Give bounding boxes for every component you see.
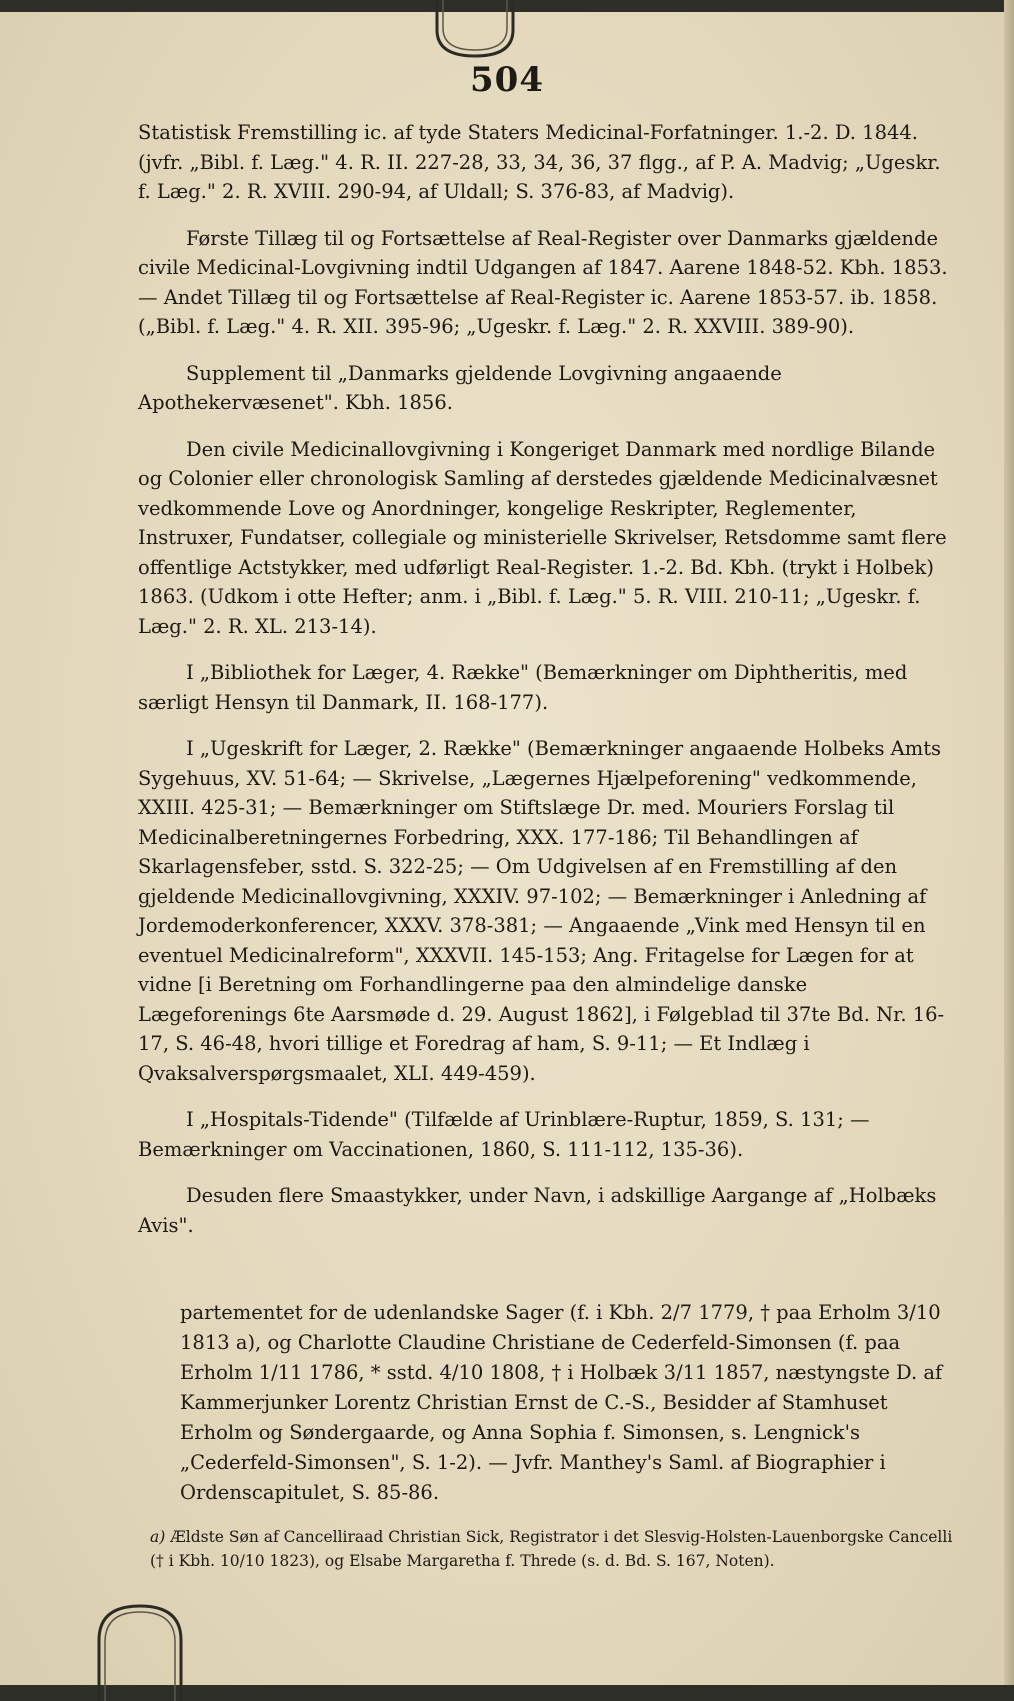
footnote-marker: a) — [150, 1528, 166, 1546]
scan-right-edge — [1004, 0, 1014, 1701]
binding-clip-top-icon — [425, 0, 525, 62]
continued-note-text: partementet for de udenlandske Sager (f. i Kbh. 2/7 1779, † paa Erholm 3/10 1813 a), og Charlotte Claudine Christiane de Cederfeld-Simonsen (f. paa Erholm 1/11 1786, * sstd. 4/10 1808, † i Holbæk 3/11 1857, næstyngste D. af Kammerjunker Lorentz Christian Ernst de C.-S., Besidder af Stamhuset Erholm og Søndergaarde, og Anna Sophia f. Simonsen, s. Lengnick's „Cederfeld-Simonsen", S. 1-2). — Jvfr. Manthey's Saml. af Biographier i Ordenscapitulet, S. 85-86. — [180, 1301, 943, 1504]
paragraph-medicinallovgivning: Den civile Medicinallovgivning i Kongeriget Danmark med nordlige Bilande og Colonier eller chronologisk Samling af derstedes gjældende Medicinalvæsnet vedkommende Love og Anordninger, kongelige Reskripter, Reglementer, Instruxer, Fundatser, collegiale og ministerielle Skrivelser, Retsdomme samt flere offentlige Actstykker, med udførligt Real-Register. 1.-2. Bd. Kbh. (trykt i Holbek) 1863. (Udkom i otte Hefter; anm. i „Bibl. f. Læg." 5. R. VIII. 210-11; „Ugeskr. f. Læg." 2. R. XL. 213-14). — [138, 437, 947, 638]
main-text — [138, 118, 954, 1257]
paragraph-tillaeg: Første Tillæg til og Fortsættelse af Real-Register over Danmarks gjældende civile Medicinal-Lovgivning indtil Udgangen af 1847. Aarene 1848-52. Kbh. 1853. — Andet Tillæg til og Fortsættelse af Real-Register ic. Aarene 1853-57. ib. 1858. („Bibl. f. Læg." 4. R. XII. 395-96; „Ugeskr. f. Læg." 2. R. XXVIII. 389-90). — [138, 226, 948, 338]
paragraph-bibliothek: I „Bibliothek for Læger, 4. Række" (Bemærkninger om Diphtheritis, med særligt Hensyn til Danmark, II. 168-177). — [138, 661, 908, 714]
paragraph-statistisk: Statistisk Fremstilling ic. af tyde Staters Medicinal-Forfatninger. 1.-2. D. 1844. (jvfr. „Bibl. f. Læg." 4. R. II. 227-28, 33, 34, 36, 37 flgg., af P. A. Madvig; „Ugeskr. f. Læg." 2. R. XVIII. 290-94, af Uldall; S. 376-83, af Madvig). — [138, 121, 941, 203]
page-number: 504 — [470, 60, 544, 100]
footnote-text: Ældste Søn af Cancelliraad Christian Sick, Registrator i det Slesvig-Holsten-Lauenborgske Cancelli († i Kbh. 10/10 1823), og Elsabe Margaretha f. Threde (s. d. Bd. S. 167, Noten). — [150, 1528, 953, 1570]
paragraph-hospitals-tidende: I „Hospitals-Tidende" (Tilfælde af Urinblære-Ruptur, 1859, S. 131; — Bemærkninger om Vaccinationen, 1860, S. 111-112, 135-36). — [138, 1108, 870, 1161]
paragraph-desuden: Desuden flere Smaastykker, under Navn, i adskillige Aargange af „Holbæks Avis". — [138, 1184, 937, 1237]
footnote — [150, 1525, 954, 1573]
paragraph-supplement: Supplement til „Danmarks gjeldende Lovgivning angaaende Apothekervæsenet". Kbh. 1856. — [138, 361, 782, 414]
paragraph-ugeskrift: I „Ugeskrift for Læger, 2. Række" (Bemærkninger angaaende Holbeks Amts Sygehuus, XV. 51-64; — Skrivelse, „Lægernes Hjælpeforening" vedkommende, XXIII. 425-31; — Bemærkninger om Stiftslæge Dr. med. Mouriers Forslag til Medicinalberetningernes Forbedring, XXX. 177-186; Til Behandlingen af Skarlagensfeber, sstd. S. 322-25; — Om Udgivelsen af en Fremstilling af den gjeldende Medicinallovgivning, XXXIV. 97-102; — Bemærkninger i Anledning af Jordemoderkonferencer, XXXV. 378-381; — Angaaende „Vink med Hensyn til en eventuel Medicinalreform", XXXVII. 145-153; Ang. Fritagelse for Lægen for at vidne [i Beretning om Forhandlingerne paa den almindelige danske Lægeforenings 6te Aarsmøde d. 29. August 1862], i Følgeblad til 37te Bd. Nr. 16-17, S. 46-48, hvori tillige et Foredrag af ham, S. 9-11; — Et Indlæg i Qvaksalverspørgsmaalet, XLI. 449-459). — [138, 737, 945, 1085]
binding-clip-bottom-icon — [95, 1600, 185, 1701]
